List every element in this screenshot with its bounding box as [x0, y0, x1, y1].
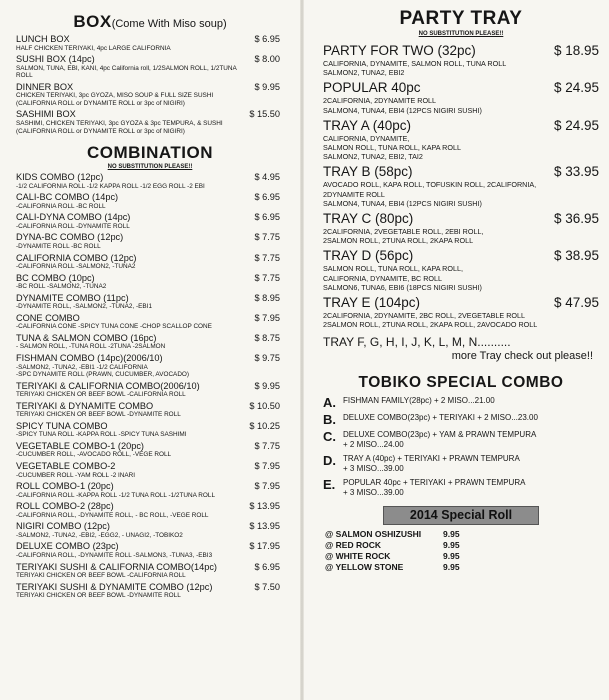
menu-item-name: TRAY D (56pc) — [323, 248, 414, 264]
special-roll-name: @ YELLOW STONE — [325, 562, 404, 573]
menu-item-row — [323, 43, 599, 59]
tobiko-combo-line: + 3 MISO...39.00 — [343, 488, 404, 498]
menu-item-name: NIGIRI COMBO (12pc) — [16, 521, 110, 532]
special-roll-item — [325, 551, 599, 562]
menu-item-price: $ 7.50 — [254, 581, 280, 592]
menu-item-price: $ 6.95 — [254, 34, 280, 44]
menu-item-desc: CALIFORNIA, DYNAMITE, — [323, 133, 410, 143]
menu-item-price: $ 17.95 — [249, 541, 280, 552]
menu-item-desc: SALMON, TUNA, EBI, KANI, 4pc California roll, 1/2SALMON ROLL, 1/2TUNA — [16, 64, 237, 72]
menu-item-price: $ 7.95 — [254, 312, 280, 323]
menu-item — [16, 192, 284, 210]
menu-item-name: SASHIMI BOX — [16, 109, 76, 120]
menu-item — [16, 253, 284, 271]
menu-item-name: TERIYAKI & CALIFORNIA COMBO(2006/10) — [16, 380, 200, 391]
tobiko-combo-item — [323, 454, 599, 474]
menu-item-desc: AVOCADO ROLL, KAPA ROLL, TOFUSKIN ROLL, 2CALIFORNIA, — [323, 180, 537, 190]
menu-item-name: ROLL COMBO-2 (28pc) — [16, 501, 114, 512]
menu-item-price: $ 8.75 — [254, 332, 280, 343]
menu-item-row — [16, 401, 284, 412]
menu-item-desc: -CALIFORNIA ROLL, -DYNAMITE ROLL, - BC ROLL, -VEGE ROLL — [16, 511, 209, 519]
menu-item-desc: SALMON2, TUNA2, EBI2, TAI2 — [323, 152, 423, 162]
tobiko-combo-line: POPULAR 40pc + TERIYAKI + PRAWN TEMPURA — [343, 478, 526, 488]
menu-item-name: PARTY FOR TWO (32pc) — [323, 43, 476, 58]
combination-title: COMBINATION — [86, 143, 214, 163]
menu-item-row — [16, 232, 284, 243]
tray-more-line2: more Tray check out please!! — [451, 350, 593, 363]
menu-item-price: $ 4.95 — [254, 172, 280, 183]
special-roll-price: 9.95 — [443, 540, 460, 551]
menu-item-desc: -CALIFORNIA ROLL -BC ROLL — [16, 202, 106, 210]
box-list — [16, 34, 284, 135]
menu-item-name: SPICY TUNA COMBO — [16, 420, 108, 431]
menu-item-price: $ 24.95 — [553, 80, 599, 96]
menu-item-price: $ 18.95 — [553, 43, 599, 58]
menu-item-desc: -CUCUMBER ROLL -YAM ROLL -2 INARI — [16, 471, 136, 479]
menu-item — [16, 541, 284, 559]
menu-item-desc: SALMON4, TUNA4, EBI4 (12PCS NIGIRI SUSHI) — [323, 105, 482, 115]
menu-item-desc: SALMON6, TUNA6, EBI6 (18PCS NIGIRI SUSHI) — [323, 282, 482, 292]
menu-item-name: VEGETABLE COMBO-1 (20pc) — [16, 440, 144, 451]
menu-item-name: DINNER BOX — [16, 81, 74, 92]
box-title: BOX — [73, 12, 112, 31]
menu-item-desc: TERIYAKI CHICKEN OR BEEF BOWL -CALIFORNIA ROLL — [16, 391, 186, 399]
menu-item-price: $ 6.95 — [254, 192, 280, 203]
menu-item-row — [323, 211, 599, 227]
menu-item — [16, 172, 284, 190]
menu-item-row — [16, 109, 284, 120]
menu-item — [323, 295, 599, 329]
left-column — [16, 12, 284, 600]
menu-item-desc: -CALIFORNIA CONE -SPICY TUNA CONE -CHOP SCALLOP CONE — [16, 323, 212, 331]
menu-item-price: $ 7.95 — [254, 481, 280, 492]
party-tray-title: PARTY TRAY — [399, 8, 523, 29]
menu-item-price: $ 6.95 — [254, 212, 280, 223]
party-tray-note: NO SUBSTITUTION PLEASE!! — [418, 31, 504, 37]
tobiko-list — [323, 396, 599, 498]
menu-item — [16, 82, 284, 108]
menu-item-name: BC COMBO (10pc) — [16, 272, 95, 283]
menu-item-name: SUSHI BOX (14pc) — [16, 54, 95, 65]
special-roll-name: @ WHITE ROCK — [325, 551, 391, 562]
special-roll-name: @ RED ROCK — [325, 540, 381, 551]
menu-item-desc: 2CALIFORNIA, 2DYNAMITE ROLL — [323, 96, 437, 106]
menu-item-row — [16, 381, 284, 392]
tobiko-combo-text — [343, 413, 538, 426]
menu-item — [16, 441, 284, 459]
menu-item — [16, 501, 284, 519]
menu-item-row — [16, 82, 284, 93]
menu-item-desc: -CALIFORNIA ROLL -DYNAMITE ROLL — [16, 222, 130, 230]
special-roll-price: 9.95 — [443, 562, 460, 573]
menu-item-name: DELUXE COMBO (23pc) — [16, 541, 119, 552]
special-roll-price: 9.95 — [443, 529, 460, 540]
tobiko-combo-letter: B. — [323, 412, 336, 428]
menu-item-desc: -SPICY TUNA ROLL -KAPPA ROLL -SPICY TUNA SASHIMI — [16, 431, 187, 439]
tobiko-combo-line: TRAY A (40pc) + TERIYAKI + PRAWN TEMPURA — [343, 454, 520, 464]
menu-item-desc: -CALIFORNIA ROLL -KAPPA ROLL -1/2 TUNA ROLL -1/2TUNA ROLL — [16, 491, 216, 499]
menu-item-row — [16, 34, 284, 45]
menu-item-price: $ 6.95 — [254, 561, 280, 572]
menu-item-desc: - SALMON ROLL, -TUNA ROLL -2TUNA -2SALMON — [16, 343, 166, 351]
tobiko-combo-item — [323, 430, 599, 450]
combination-note: NO SUBSTITUTION PLEASE!! — [107, 164, 193, 171]
menu-item-name: TRAY E (104pc) — [323, 295, 421, 311]
menu-item-name: CALIFORNIA COMBO (12pc) — [16, 252, 137, 263]
menu-item-row — [16, 441, 284, 452]
menu-item — [16, 313, 284, 331]
menu-item — [323, 80, 599, 114]
menu-item-row — [323, 295, 599, 311]
menu-item — [16, 521, 284, 539]
menu-item-desc: SALMON4, TUNA4, EBI4 (12PCS NIGIRI SUSHI) — [323, 198, 482, 208]
menu-item-desc: -1/2 CALIFORNIA ROLL -1/2 KAPPA ROLL -1/2 EGG ROLL -2 EBI — [16, 182, 205, 190]
menu-item-price: $ 10.25 — [249, 420, 280, 431]
menu-item-name: LUNCH BOX — [16, 34, 70, 44]
menu-item — [323, 248, 599, 292]
menu-item-row — [16, 521, 284, 532]
menu-item — [16, 582, 284, 600]
combo-list — [16, 172, 284, 600]
tobiko-combo-line: DELUXE COMBO(23pc) + TERIYAKI + 2 MISO...23.00 — [343, 413, 538, 423]
menu-item-price: $ 9.95 — [254, 81, 280, 92]
tobiko-combo-letter: C. — [323, 429, 336, 445]
menu-item-row — [16, 562, 284, 573]
menu-item-name: VEGETABLE COMBO-2 — [16, 461, 116, 472]
menu-item-row — [16, 54, 284, 65]
special-roll-price: 9.95 — [443, 551, 460, 562]
menu-item-desc: -CUCUMBER ROLL, -AVOCADO ROLL, -VEGE ROLL — [16, 451, 172, 459]
tray-list — [323, 43, 599, 329]
menu-item-desc: -DYNAMITE ROLL, -SALMON2, -TUNA2, -EBI1 — [16, 303, 153, 311]
menu-item-row — [16, 273, 284, 284]
tobiko-combo-item — [323, 396, 599, 409]
menu-item-price: $ 8.95 — [254, 292, 280, 303]
tobiko-combo-line: FISHMAN FAMILY(28pc) + 2 MISO...21.00 — [343, 396, 495, 406]
menu-item-row — [16, 481, 284, 492]
tobiko-combo-letter: A. — [323, 395, 336, 411]
menu-item-desc: SASHIMI, CHICKEN TERIYAKI, 3pc GYOZA & 3pc TEMPURA, & SUSHI — [16, 119, 223, 127]
menu-item-desc: ROLL — [16, 72, 33, 80]
menu-item-name: FISHMAN COMBO (14pc)(2006/10) — [16, 353, 163, 363]
menu-item-desc: -SALMON2, -TUNA2, -EBI1 -1/2 CALIFORNIA — [16, 363, 148, 371]
tobiko-combo-line: DELUXE COMBO(23pc) + YAM & PRAWN TEMPURA — [343, 430, 537, 440]
tobiko-combo-item — [323, 478, 599, 498]
menu-item-row — [16, 172, 284, 183]
menu-item — [16, 401, 284, 419]
menu-item-row — [323, 118, 599, 134]
box-section-title — [16, 12, 284, 32]
menu-item — [16, 481, 284, 499]
menu-item-price: $ 7.95 — [254, 461, 280, 472]
menu-item-desc: CALIFORNIA, DYNAMITE, SALMON ROLL, TUNA ROLL — [323, 59, 507, 68]
menu-item — [323, 211, 599, 245]
tobiko-combo-text — [343, 430, 536, 450]
menu-item — [16, 562, 284, 580]
menu-item-price: $ 10.50 — [249, 400, 280, 411]
special-roll-item — [325, 540, 599, 551]
tobiko-combo-line: + 3 MISO...39.00 — [343, 464, 404, 474]
menu-item-desc: (CALIFORNIA ROLL or DYNAMITE ROLL or 3pc of NIGIRI) — [16, 127, 185, 135]
special-roll-item — [325, 562, 599, 573]
tobiko-combo-text — [343, 454, 520, 474]
menu-item — [16, 333, 284, 351]
menu-item-name: POPULAR 40pc — [323, 80, 421, 96]
menu-item-name: TRAY A (40pc) — [323, 117, 412, 133]
menu-item — [16, 293, 284, 311]
menu-item — [16, 461, 284, 479]
menu-item-price: $ 38.95 — [553, 248, 599, 264]
menu-item — [16, 212, 284, 230]
menu-item-name: CONE COMBO — [16, 312, 80, 323]
menu-item-price: $ 47.95 — [553, 295, 599, 311]
menu-item — [323, 164, 599, 208]
tobiko-combo-text — [343, 396, 495, 409]
menu-item-desc: TERIYAKI CHICKEN OR BEEF BOWL -CALIFORNIA ROLL — [16, 572, 186, 580]
menu-item — [16, 353, 284, 379]
menu-item-price: $ 36.95 — [553, 211, 599, 227]
menu-item — [16, 34, 284, 52]
menu-item-price: $ 8.00 — [254, 54, 280, 65]
right-column — [323, 8, 599, 573]
menu-item-row — [323, 248, 599, 264]
menu-item-desc: CHICKEN TERIYAKI, 3pc GYOZA, MISO SOUP & FULL SIZE SUSHI — [16, 92, 214, 100]
menu-item — [16, 232, 284, 250]
menu-item-row — [16, 333, 284, 344]
menu-item-price: $ 33.95 — [553, 164, 599, 180]
menu-item-desc: 2CALIFORNIA, 2DYNAMITE, 2BC ROLL, 2VEGETABLE ROLL — [323, 311, 525, 321]
special-roll-title: 2014 Special Roll — [383, 506, 539, 525]
special-roll-list — [323, 529, 599, 573]
menu-item-desc: TERIYAKI CHICKEN OR BEEF BOWL -DYNAMITE ROLL — [16, 592, 181, 600]
menu-item-desc: -BC ROLL -SALMON2, -TUNA2 — [16, 283, 107, 291]
menu-item-price: $ 7.75 — [254, 272, 280, 283]
menu-item-row — [16, 541, 284, 552]
menu-item-row — [16, 353, 284, 364]
menu-item-name: CALI-DYNA COMBO (14pc) — [16, 212, 131, 223]
tobiko-combo-letter: D. — [323, 453, 336, 469]
menu-item-name: KIDS COMBO (12pc) — [16, 172, 104, 183]
menu-item-name: TERIYAKI SUSHI & CALIFORNIA COMBO(14pc) — [16, 561, 217, 572]
menu-item-name: TUNA & SALMON COMBO (16pc) — [16, 332, 157, 343]
menu-item-desc: 2SALMON ROLL, 2TUNA ROLL, 2KAPA ROLL, 2AVOCADO ROLL — [323, 320, 538, 330]
menu-item — [16, 273, 284, 291]
menu-item-name: TRAY C (80pc) — [323, 211, 414, 227]
menu-item-desc: -CALIFORNIA ROLL, -DYNAMITE ROLL -SALMON3, -TUNA3, -EBI3 — [16, 551, 213, 559]
menu-item-price: $ 24.95 — [553, 117, 599, 133]
menu-item — [16, 381, 284, 399]
menu-item-desc: SALMON ROLL, TUNA ROLL, KAPA ROLL, — [323, 264, 463, 274]
menu-item-name: DYNAMITE COMBO (11pc) — [16, 292, 129, 303]
menu-item-desc: -SPC DYNAMITE ROLL (PRAWN, CUCUMBER, AVOCADO) — [16, 371, 190, 379]
menu-item-name: TERIYAKI & DYNAMITE COMBO — [16, 400, 154, 411]
menu-item — [16, 109, 284, 135]
menu-item-desc: 2CALIFORNIA, 2VEGETABLE ROLL, 2EBI ROLL, — [323, 227, 484, 237]
menu-item-price: $ 13.95 — [249, 521, 280, 532]
tobiko-title: TOBIKO SPECIAL COMBO — [358, 374, 564, 392]
menu-item-desc: CALIFORNIA, DYNAMITE, BC ROLL — [323, 273, 443, 283]
menu-item-row — [16, 501, 284, 512]
menu-item-row — [16, 293, 284, 304]
menu-item-price: $ 9.75 — [254, 353, 280, 363]
menu-item-desc: -SALMON2, -TUNA2, -EBI2, -EGG2, - UNAGI2, -TOBIKO2 — [16, 531, 183, 539]
menu-item-row — [16, 421, 284, 432]
menu-item-row — [16, 192, 284, 203]
menu-item — [323, 43, 599, 77]
menu-item-price: $ 15.50 — [249, 109, 280, 120]
page-divider — [300, 0, 304, 700]
menu-item-name: ROLL COMBO-1 (20pc) — [16, 481, 114, 492]
menu-item-row — [16, 253, 284, 264]
menu-item-desc: HALF CHICKEN TERIYAKI, 4pc LARGE CALIFORNIA — [16, 44, 171, 52]
menu-item-price: $ 7.75 — [254, 232, 280, 243]
menu-item-row — [16, 461, 284, 472]
menu-item-desc: 2DYNAMITE ROLL — [323, 189, 385, 199]
special-roll-name: @ SALMON OSHIZUSHI — [325, 529, 422, 540]
menu-item-row — [323, 80, 599, 96]
menu-item-row — [323, 164, 599, 180]
menu-item-desc: SALMON ROLL, TUNA ROLL, KAPA ROLL — [323, 143, 461, 153]
menu-item-price: $ 7.75 — [254, 440, 280, 451]
menu-item-desc: TERIYAKI CHICKEN OR BEEF BOWL -DYNAMITE ROLL — [16, 411, 181, 419]
menu-item — [16, 54, 284, 80]
menu-item-desc: 2SALMON ROLL, 2TUNA ROLL, 2KAPA ROLL — [323, 236, 474, 246]
menu-item — [323, 118, 599, 162]
menu-item-name: CALI-BC COMBO (14pc) — [16, 192, 119, 203]
menu-item-row — [16, 212, 284, 223]
menu-item-desc: SALMON2, TUNA2, EBI2 — [323, 68, 405, 78]
tobiko-combo-line: + 2 MISO...24.00 — [343, 440, 404, 450]
menu-item-price: $ 9.95 — [254, 380, 280, 391]
menu-item-desc: -CALIFORNIA ROLL -SALMON2, -TUNA2 — [16, 263, 136, 271]
menu-item-row — [16, 313, 284, 324]
tobiko-combo-letter: E. — [323, 477, 336, 493]
box-subtitle: (Come With Miso soup) — [111, 18, 227, 30]
menu-item-name: TRAY B (58pc) — [323, 164, 413, 180]
menu-item-name: TERIYAKI SUSHI & DYNAMITE COMBO (12pc) — [16, 581, 213, 592]
menu-item-row — [16, 582, 284, 593]
tray-more-line1: TRAY F, G, H, I, J, K, L, M, N.......... — [323, 335, 511, 350]
menu-item-price: $ 13.95 — [249, 501, 280, 512]
menu-item-price: $ 7.75 — [254, 252, 280, 263]
tobiko-combo-text — [343, 478, 525, 498]
menu-item-desc: -DYNAMITE ROLL -BC ROLL — [16, 242, 101, 250]
menu-item — [16, 421, 284, 439]
special-roll-item — [325, 529, 599, 540]
menu-item-name: DYNA-BC COMBO (12pc) — [16, 232, 124, 243]
tobiko-combo-item — [323, 413, 599, 426]
menu-item-desc: (CALIFORNIA ROLL or DYNAMITE ROLL or 3pc of NIGIRI) — [16, 99, 185, 107]
